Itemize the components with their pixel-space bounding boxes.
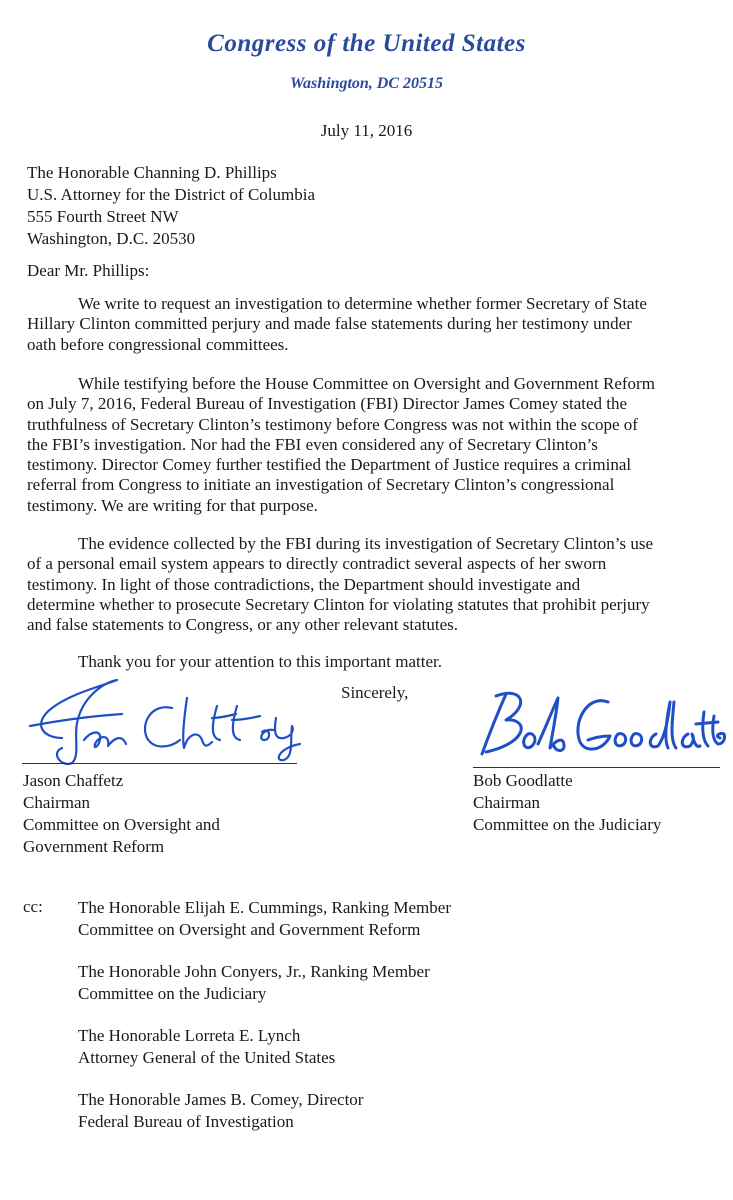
paragraph-line: on July 7, 2016, Federal Bureau of Investigation (FBI) Director James Comey stated the	[27, 394, 628, 414]
cc-line: The Honorable James B. Comey, Director	[78, 1090, 364, 1109]
signature-line	[473, 767, 720, 768]
paragraph-line: the FBI’s investigation. Nor had the FBI even considered any of Secretary Clinton’s	[27, 434, 598, 454]
paragraph-line: referral from Congress to initiate an investigation of Secretary Clinton’s congressional	[27, 475, 615, 495]
paragraph-line: and false statements to Congress, or any other relevant statutes.	[27, 615, 459, 635]
closing-sincerely: Sincerely,	[341, 683, 409, 702]
paragraph-line: testimony. We are writing for that purpose.	[27, 495, 318, 515]
letterhead-address: Washington, DC 20515	[289, 75, 444, 92]
closing-thanks: Thank you for your attention to this important matter.	[78, 652, 443, 671]
paragraph-line: While testifying before the House Committee on Oversight and Government Reform	[78, 374, 655, 393]
paragraph-line: of a personal email system appears to directly contradict several aspects of her sworn	[27, 554, 607, 574]
signer-title: Chairman	[23, 793, 91, 812]
cc-line: Federal Bureau of Investigation	[78, 1112, 294, 1131]
cc-line: Committee on the Judiciary	[78, 984, 267, 1003]
cc-entry	[78, 1089, 363, 1133]
signer-title: Chairman	[473, 793, 541, 812]
cc-line: Committee on Oversight and Government Reform	[78, 920, 421, 939]
paragraph-line: oath before congressional committees.	[27, 334, 289, 354]
addressee-line: 555 Fourth Street NW	[27, 207, 179, 226]
addressee-block	[27, 162, 315, 250]
cc-entry	[78, 897, 451, 941]
cc-label: cc:	[23, 897, 43, 916]
addressee-line: U.S. Attorney for the District of Columbia	[27, 185, 316, 204]
signature-goodlatte	[468, 682, 728, 767]
signer-name: Jason Chaffetz	[23, 771, 124, 790]
paragraph-line: Hillary Clinton committed perjury and made false statements during her testimony under	[27, 314, 632, 334]
paragraph-line: testimony. Director Comey further testified the Department of Justice requires a criminal	[27, 455, 632, 475]
cc-line: The Honorable John Conyers, Jr., Ranking Member	[78, 962, 430, 981]
body-paragraph-1	[27, 294, 733, 355]
addressee-line: Washington, D.C. 20530	[27, 229, 196, 248]
addressee-line: The Honorable Channing D. Phillips	[27, 163, 277, 182]
cc-entry	[78, 1025, 335, 1069]
cc-line: The Honorable Lorreta E. Lynch	[78, 1026, 301, 1045]
salutation: Dear Mr. Phillips:	[27, 261, 150, 280]
signature-chaffetz	[22, 668, 322, 768]
cc-line: Attorney General of the United States	[78, 1048, 336, 1067]
signer-block-chaffetz	[23, 770, 220, 858]
paragraph-line: testimony. In light of those contradictions, the Department should investigate and	[27, 574, 581, 594]
signer-committee: Government Reform	[23, 837, 165, 856]
paragraph-line: We write to request an investigation to determine whether former Secretary of State	[78, 294, 647, 313]
signer-block-goodlatte	[473, 770, 661, 836]
letterhead-title: Congress of the United States	[207, 30, 526, 57]
letter-date: July 11, 2016	[320, 121, 413, 140]
signer-committee: Committee on Oversight and	[23, 815, 220, 834]
paragraph-line: determine whether to prosecute Secretary Clinton for violating statutes that prohibit perjury	[27, 594, 650, 614]
body-paragraph-3	[27, 534, 733, 635]
paragraph-line: The evidence collected by the FBI during its investigation of Secretary Clinton’s use	[78, 534, 654, 553]
paragraph-line: truthfulness of Secretary Clinton’s testimony before Congress was not within the scope of	[27, 414, 638, 434]
signature-line	[22, 763, 297, 764]
cc-line: The Honorable Elijah E. Cummings, Ranking Member	[78, 898, 451, 917]
body-paragraph-2	[27, 374, 733, 516]
signer-committee: Committee on the Judiciary	[473, 815, 662, 834]
signer-name: Bob Goodlatte	[473, 771, 573, 790]
cc-entry	[78, 961, 430, 1005]
